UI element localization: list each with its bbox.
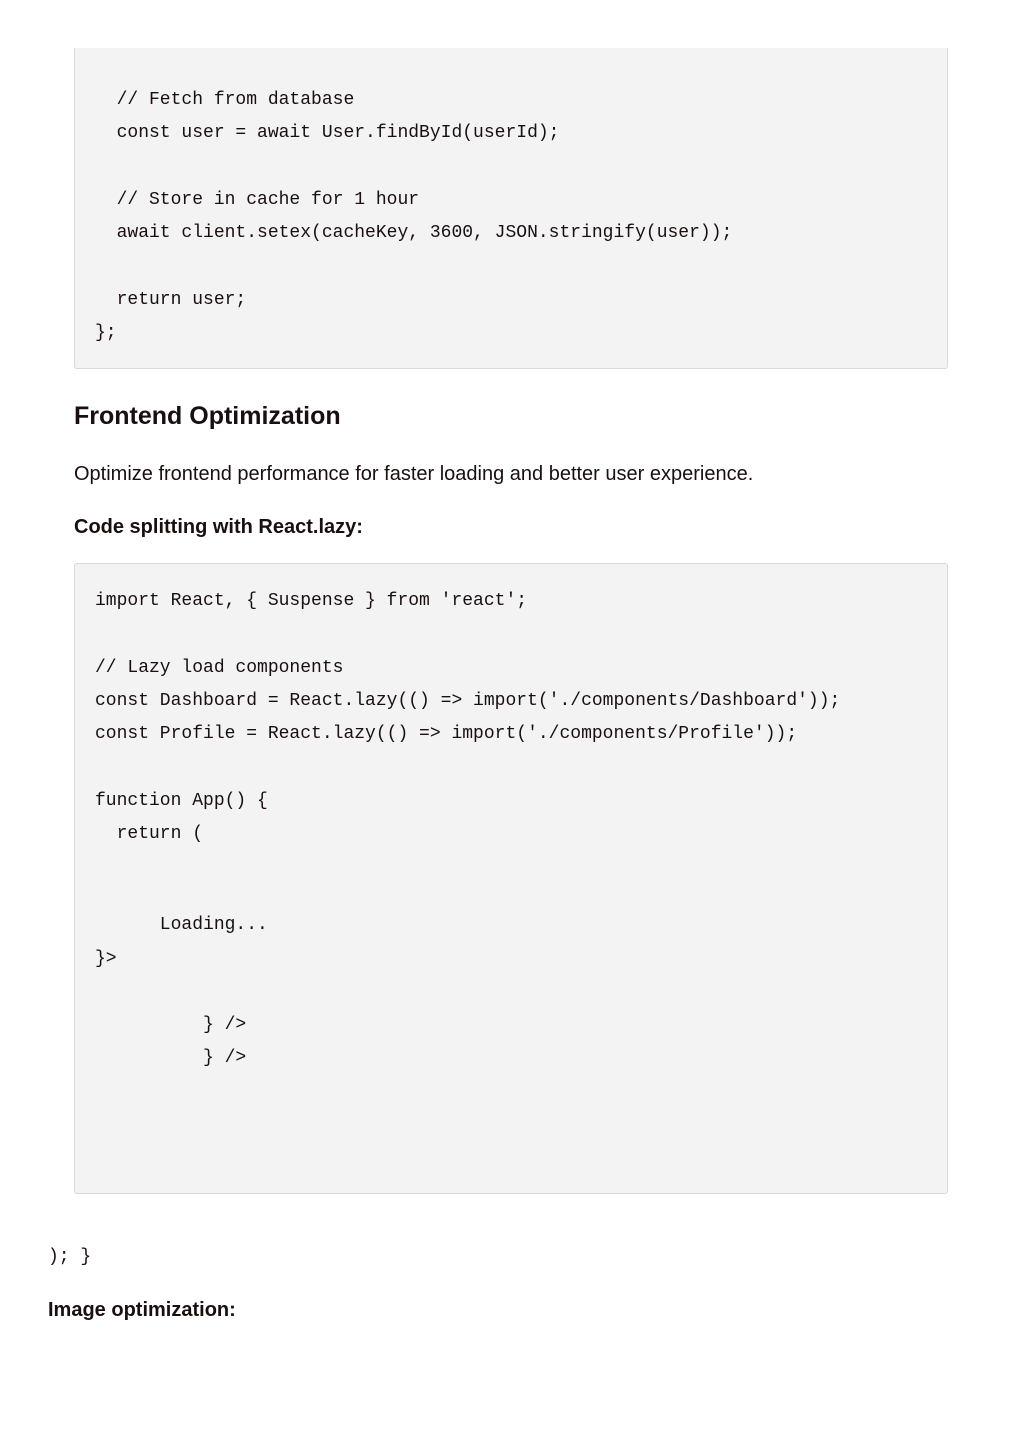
code-line: return ( xyxy=(95,824,204,844)
code-line: const Profile = React.lazy(() => import('./components/Profile')); xyxy=(95,724,798,744)
image-optimization-label: Image optimization: xyxy=(48,1299,236,1321)
code-line: // Fetch from database xyxy=(95,90,355,110)
code-splitting-label: Code splitting with React.lazy: xyxy=(74,516,363,538)
code-line: }; xyxy=(95,323,117,343)
section-intro: Optimize frontend performance for faster loading and better user experience. xyxy=(74,463,754,485)
trailing-code-text: ); } xyxy=(48,1247,92,1267)
code-line: } /> xyxy=(95,1048,247,1068)
code-line: Loading... xyxy=(95,915,268,935)
code-line: // Store in cache for 1 hour xyxy=(95,190,420,210)
code-line: await client.setex(cacheKey, 3600, JSON.stringify(user)); xyxy=(95,223,733,243)
section-heading: Frontend Optimization xyxy=(74,402,341,430)
code-line: // Lazy load components xyxy=(95,658,344,678)
code-line: import React, { Suspense } from 'react'; xyxy=(95,591,528,611)
code-line: } /> xyxy=(95,1015,247,1035)
code-line: const user = await User.findById(userId); xyxy=(95,123,560,143)
code-line: function App() { xyxy=(95,791,268,811)
code-line: const Dashboard = React.lazy(() => import('./components/Dashboard')); xyxy=(95,691,841,711)
code-line: }> xyxy=(95,949,117,969)
code-line: return user; xyxy=(95,290,247,310)
